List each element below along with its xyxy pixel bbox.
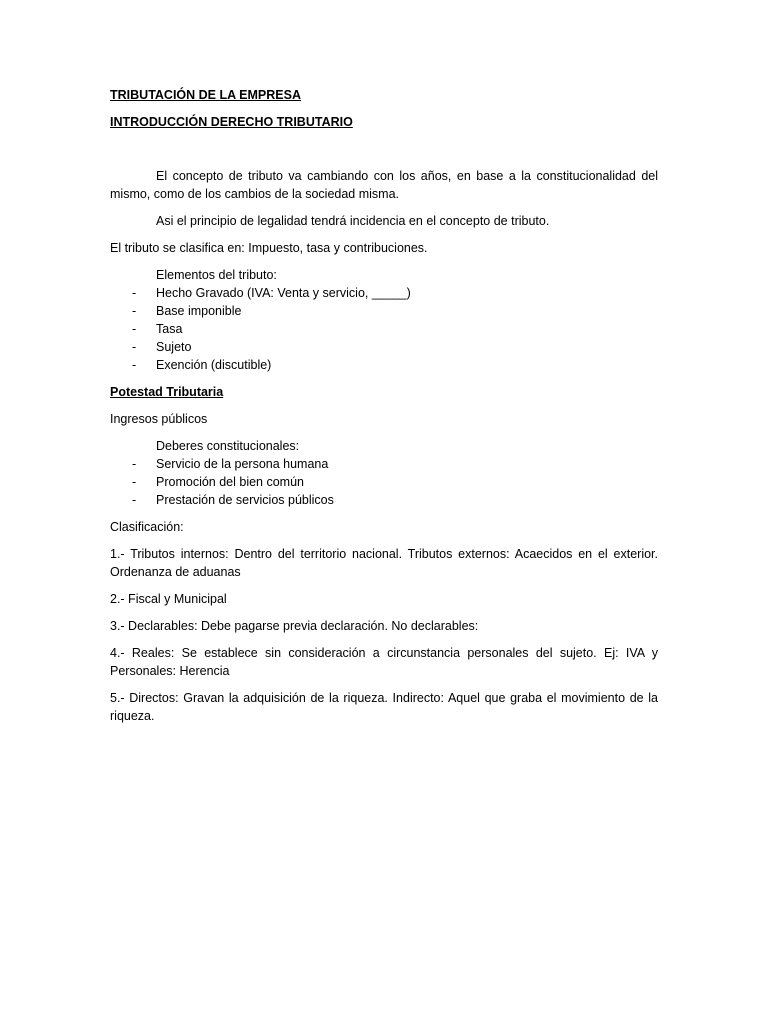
document-title: TRIBUTACIÓN DE LA EMPRESA [110,88,301,102]
dash-bullet: - [132,358,137,372]
list-item: - Servicio de la persona humana [132,457,329,471]
list-item: - Exención (discutible) [132,358,272,372]
paragraph-clasifica: El tributo se clasifica en: Impuesto, tasa y contribuciones. [110,241,428,255]
clasificacion-item: 3.- Declarables: Debe pagarse previa declaración. No declarables: [110,619,479,633]
dash-bullet: - [132,304,137,318]
document-subtitle: INTRODUCCIÓN DERECHO TRIBUTARIO [110,115,353,129]
clasificacion-item: 1.- Tributos internos: Dentro del territorio nacional. Tributos externos: Acaecidos en el exterior. Ordenanza de aduanas [110,547,658,579]
paragraph-legalidad: Asi el principio de legalidad tendrá incidencia en el concepto de tributo. [156,214,550,228]
potestad-heading: Potestad Tributaria [110,385,224,399]
list-item: - Sujeto [132,340,192,354]
deberes-list [110,455,658,509]
dash-bullet: - [132,475,137,489]
ingresos-heading: Ingresos públicos [110,412,208,426]
dash-bullet: - [132,457,137,471]
list-item: - Prestación de servicios públicos [132,493,334,507]
clasificacion-item: 2.- Fiscal y Municipal [110,592,227,606]
deberes-heading: Deberes constitucionales: [156,439,300,453]
list-item: - Promoción del bien común [132,475,304,489]
clasificacion-heading: Clasificación: [110,520,184,534]
clasificacion-item: 4.- Reales: Se establece sin consideración a circunstancia personales del sujeto. Ej: IVA y Personales: Herencia [110,646,658,678]
list-item: - Hecho Gravado (IVA: Venta y servicio, _____) [132,286,411,300]
dash-bullet: - [132,286,137,300]
elementos-heading: Elementos del tributo: [156,268,277,282]
list-item: - Base imponible [132,304,242,318]
list-item: - Tasa [132,322,183,336]
dash-bullet: - [132,322,137,336]
dash-bullet: - [132,340,137,354]
elementos-list [110,284,658,374]
paragraph-concepto: El concepto de tributo va cambiando con los años, en base a la constitucionalidad del mismo, como de los cambios de la sociedad misma. [110,169,658,201]
document-page [110,86,658,725]
dash-bullet: - [132,493,137,507]
clasificacion-item: 5.- Directos: Gravan la adquisición de la riqueza. Indirecto: Aquel que graba el movimiento de la riqueza. [110,691,658,723]
